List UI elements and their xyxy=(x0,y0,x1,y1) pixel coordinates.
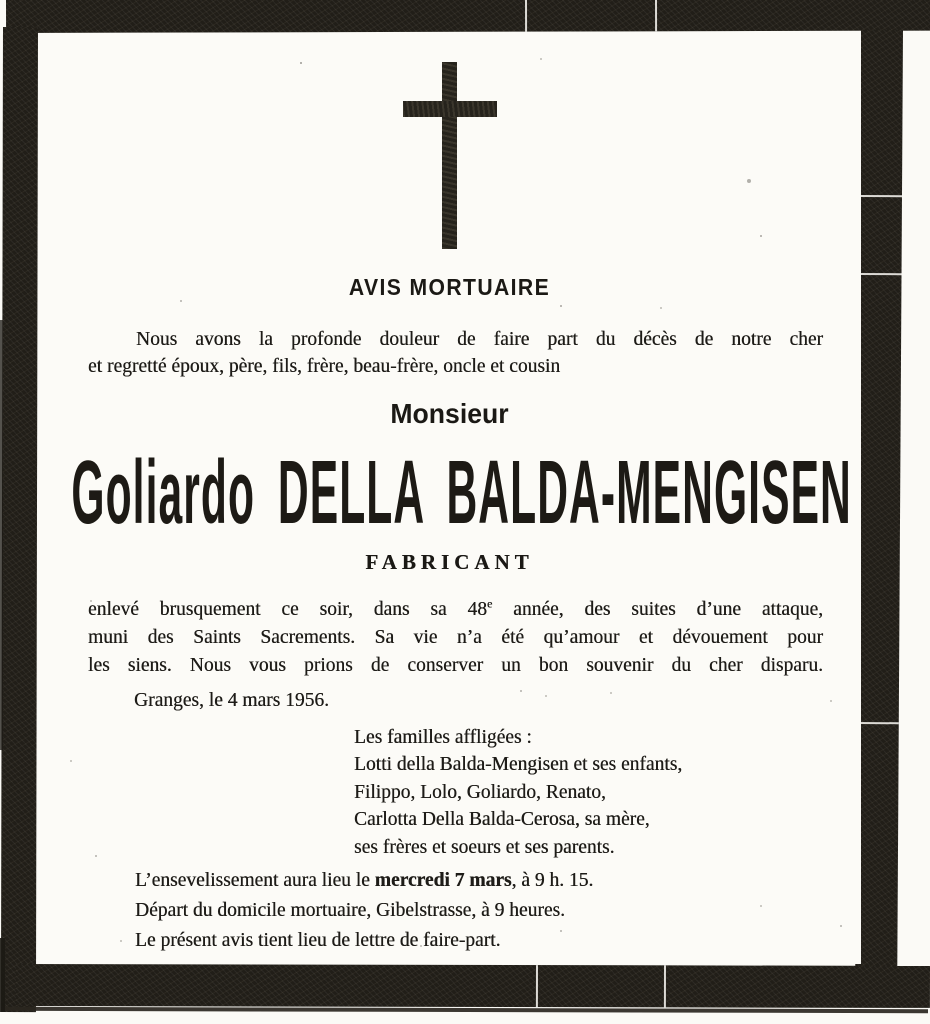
scan-seam xyxy=(655,0,657,31)
funeral-line-1 xyxy=(135,866,861,896)
family-line: Lotti della Balda-Mengisen et ses enfants, xyxy=(354,754,683,775)
funeral-line-2: Départ du domicile mortuaire, Gibelstrasse, à 9 heures. xyxy=(135,900,565,921)
scan-border-bottom xyxy=(16,964,930,1008)
deceased-name-row xyxy=(38,442,861,543)
cross-horizontal-bar xyxy=(403,101,497,117)
scan-seam xyxy=(860,195,902,197)
funeral-line-3: Le présent avis tient lieu de lettre de faire-part. xyxy=(135,930,501,951)
ordinal-superscript: e xyxy=(486,596,493,611)
obituary-text: année, des suites d’une attaque, xyxy=(492,599,823,620)
intro-line: Nous avons la profonde douleur de faire part du décès de notre cher xyxy=(136,329,823,350)
scan-seam xyxy=(857,722,899,724)
scan-seam xyxy=(536,965,538,1007)
obituary-line: muni des Saints Sacrements. Sa vie n’a été qu’amour et dévouement pour xyxy=(88,627,823,648)
scan-border-top xyxy=(6,0,930,33)
family-line: ses frères et soeurs et ses parents. xyxy=(354,836,615,858)
funeral-text: , à 9 h. 15. xyxy=(511,870,594,891)
scan-seam xyxy=(525,0,527,32)
scan-seam xyxy=(860,273,902,275)
notice-heading: AVIS MORTUAIRE xyxy=(348,274,551,300)
obituary-line xyxy=(88,596,823,624)
dateline: Granges, le 4 mars 1956. xyxy=(134,690,329,711)
scan-left-edge-mark xyxy=(0,938,5,1012)
family-list xyxy=(354,751,861,861)
obituary-paragraph xyxy=(88,596,823,680)
scan-left-edge-mark xyxy=(0,320,3,750)
family-line: Filippo, Lolo, Goliardo, Renato, xyxy=(354,781,606,803)
deceased-name: Goliardo DELLA BALDA-MENGISEN xyxy=(71,442,852,543)
family-line: Carlotta Della Balda-Cerosa, sa mère, xyxy=(354,809,650,830)
scan-seam xyxy=(664,965,666,1007)
families-label: Les familles affligées : xyxy=(354,727,532,748)
scan-border-left xyxy=(1,27,38,1012)
obituary-line: les siens. Nous vous prions de conserver un bon souvenir du cher disparu. xyxy=(88,655,823,676)
scan-border-right xyxy=(855,30,903,980)
salutation: Monsieur xyxy=(390,398,509,429)
funeral-text: L’ensevelissement aura lieu le xyxy=(135,870,375,891)
intro-line: et regretté époux, père, fils, frère, beau-frère, oncle et cousin xyxy=(88,356,561,377)
cross-vertical-bar xyxy=(442,62,457,249)
funeral-details xyxy=(135,866,861,956)
intro-paragraph xyxy=(88,326,823,380)
latin-cross-icon xyxy=(403,62,497,249)
notice-card xyxy=(38,33,861,964)
funeral-date-bold: mercredi 7 mars xyxy=(374,870,512,891)
scan-speckles xyxy=(0,0,2,2)
scan-bottom-edge-line xyxy=(2,1007,928,1013)
profession: FABRICANT xyxy=(365,550,534,574)
obituary-text: enlevé brusquement ce soir, dans sa 48 xyxy=(88,599,487,620)
